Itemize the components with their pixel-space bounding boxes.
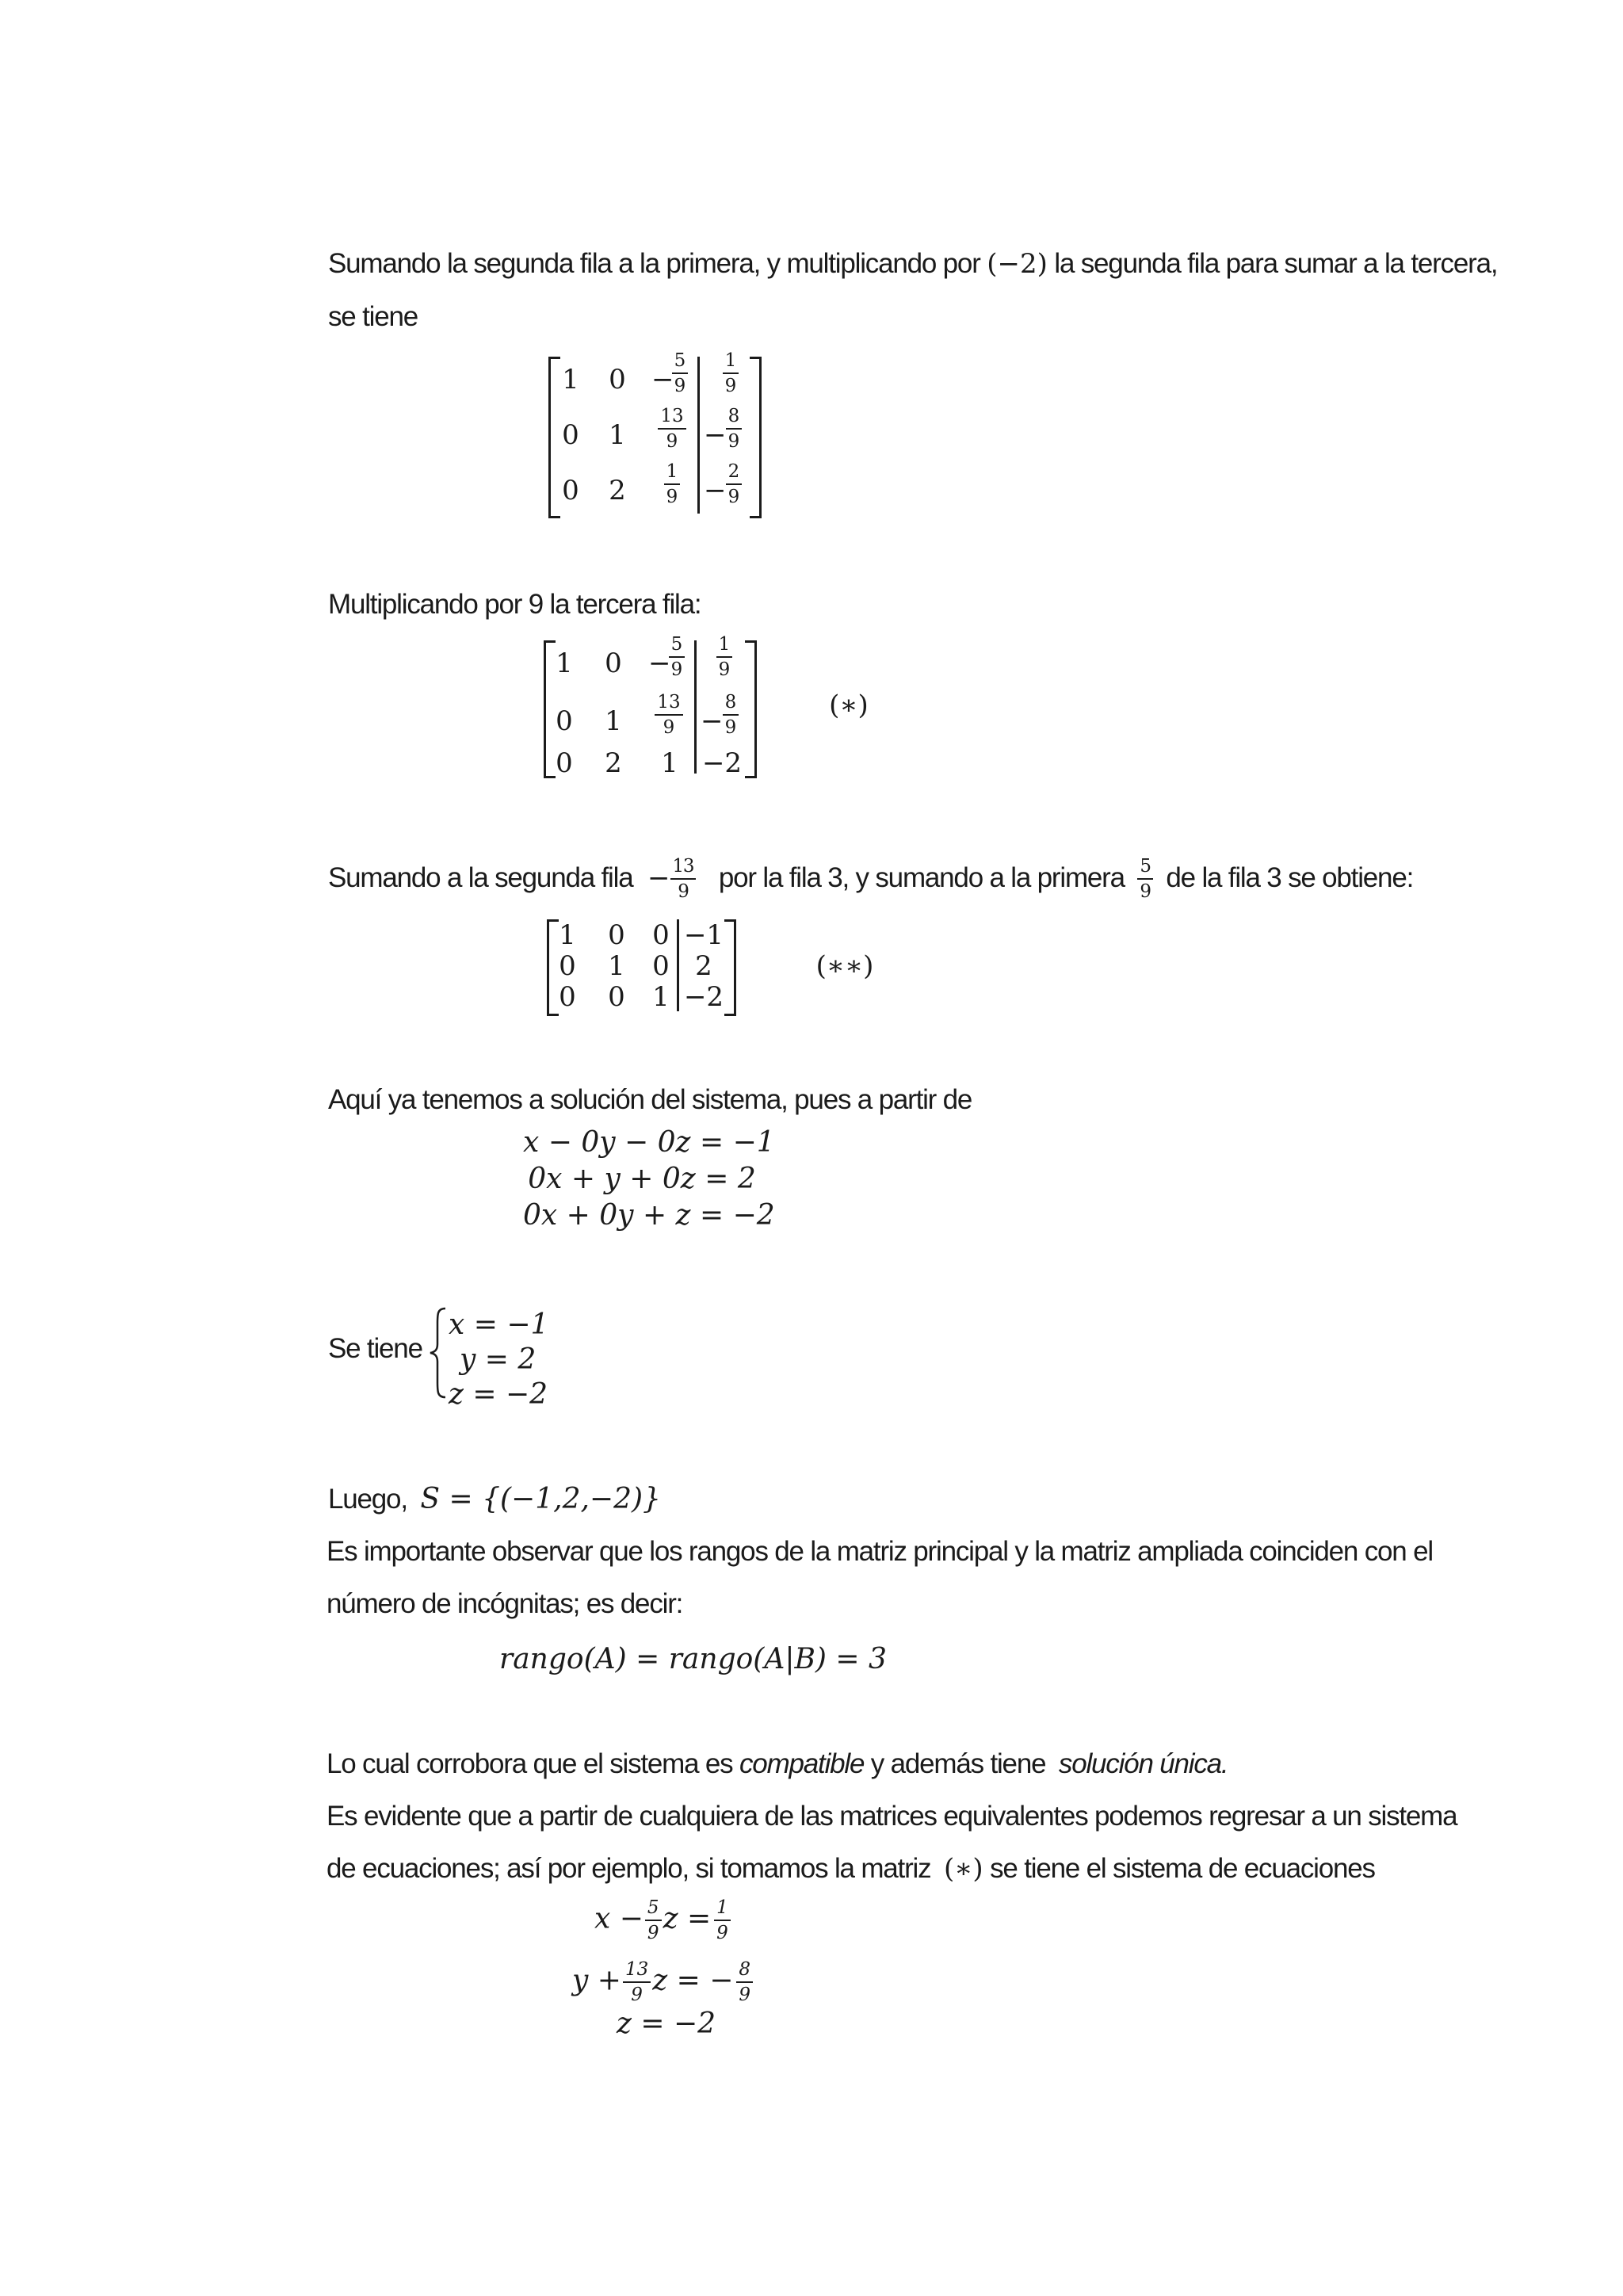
matrix-1-right-bracket [750, 357, 762, 518]
p3-text-b: por la fila 3, y sumando a la primera [718, 861, 1125, 893]
m1-r3-c4-frac [721, 463, 747, 506]
p8-compatible: compatible [739, 1748, 865, 1779]
m3-r3-c2: 0 [608, 981, 625, 1013]
p9-line2-b: se tiene el sistema de ecuaciones [990, 1853, 1375, 1884]
s2-eq1-coef-num: 5 [645, 1899, 662, 1921]
m1-r1-c3-frac [667, 352, 693, 395]
p3-minus: − [647, 861, 670, 894]
paragraph-3 [328, 858, 1413, 901]
m1-r1-c2: 0 [609, 364, 626, 395]
m3-r1-c4: −1 [683, 919, 724, 951]
p1-text-a: Sumando la segunda fila a la primera, y multiplicando por [328, 248, 980, 279]
m3-r3-c3: 1 [652, 981, 670, 1013]
m1-r3-c1: 0 [562, 475, 579, 506]
m2-r1-c3-num: 5 [669, 636, 685, 658]
m1-r1-c3-num: 5 [672, 352, 689, 374]
p6-text: Luego, [328, 1484, 407, 1515]
system-1-eq-1: x − 0y − 0z = −1 [523, 1126, 775, 1159]
m2-r2-c4-frac [718, 693, 743, 737]
m1-r3-c4-den: 9 [727, 487, 740, 507]
p8-text-b: y además tiene [870, 1748, 1046, 1779]
m2-r2-c4-num: 8 [723, 693, 739, 716]
m3-r1-c1: 1 [559, 919, 576, 951]
matrix-2-right-bracket [745, 640, 757, 778]
p3-frac1-num: 13 [670, 858, 697, 880]
m2-r1-c4-frac [712, 636, 737, 679]
matrix-1-left-bracket [548, 357, 560, 518]
m1-r3-c3-num: 1 [664, 463, 681, 485]
m1-r1-c3-sign: − [651, 364, 674, 395]
s2-eq2-a: y + [572, 1964, 621, 1997]
solution-x: x = −1 [449, 1308, 549, 1341]
m2-r2-c4-sign: − [701, 705, 724, 737]
m1-r2-c4-sign: − [704, 419, 727, 451]
paragraph-1-line-1 [328, 248, 1498, 280]
paragraph-7-line-2: número de incógnitas; es decir: [327, 1588, 683, 1619]
m2-r2-c3-den: 9 [663, 717, 675, 738]
solution-z: z = −2 [449, 1378, 548, 1411]
s2-eq1-b: z = [663, 1902, 712, 1935]
m1-r3-c2: 2 [609, 475, 626, 506]
m2-r3-c3: 1 [661, 747, 678, 779]
m1-r1-c4-frac [718, 352, 743, 395]
matrix-3-right-bracket [724, 919, 736, 1016]
s2-eq2-rhs-num: 8 [736, 1961, 753, 1983]
m2-r3-c2: 2 [605, 747, 622, 779]
system-1-eq-3: 0x + 0y + z = −2 [523, 1199, 775, 1232]
m1-r2-c4-frac [721, 407, 747, 451]
m2-r2-c4-den: 9 [724, 717, 737, 738]
s2-eq1-a: x − [594, 1902, 643, 1935]
solution-set: S = {(−1,2,−2)} [420, 1483, 661, 1515]
paragraph-7-line-1: Es importante observar que los rangos de la matriz principal y la matriz ampliada coinciden con el [327, 1536, 1433, 1567]
p3-frac-5-9 [1137, 858, 1152, 901]
p3-frac-13-9 [670, 858, 697, 901]
p8-text-a: Lo cual corrobora que el sistema es [327, 1748, 733, 1779]
m2-r1-c3-frac [664, 636, 689, 679]
m1-r3-c3-den: 9 [666, 487, 678, 507]
s2-eq1-rhs-den: 9 [716, 1923, 728, 1943]
m2-r1-c2: 0 [605, 648, 622, 679]
m1-r2-c3-frac [653, 407, 691, 451]
m2-r1-c3-den: 9 [670, 659, 683, 680]
s2-eq2-rhs-den: 9 [739, 1985, 751, 2005]
s2-eq1-rhs [714, 1899, 731, 1943]
system-2-eq-2 [572, 1961, 753, 2004]
p3-text-c: de la fila 3 se obtiene: [1166, 861, 1414, 893]
m3-r3-c1: 0 [559, 981, 576, 1013]
m2-r3-c4: −2 [701, 747, 743, 779]
p9-tag: (∗) [943, 1853, 983, 1885]
m1-r3-c4-num: 2 [726, 463, 743, 485]
m2-r2-c3-num: 13 [655, 693, 682, 716]
paragraph-6 [328, 1485, 661, 1514]
m2-r1-c4-den: 9 [718, 659, 731, 680]
m1-r2-c4-num: 8 [726, 407, 743, 430]
p3-text-a: Sumando a la segunda fila [328, 861, 633, 893]
m2-r1-c3-sign: − [648, 648, 671, 679]
paragraph-8 [327, 1750, 1228, 1778]
s2-eq2-coef-num: 13 [623, 1961, 651, 1983]
s2-eq1-rhs-num: 1 [714, 1899, 731, 1921]
paragraph-1-line-2: se tiene [328, 301, 418, 332]
paragraph-4: Aquí ya tenemos a solución del sistema, pues a partir de [328, 1084, 972, 1115]
matrix-2-augment-bar [694, 640, 697, 774]
p8-unique: solución única. [1058, 1748, 1228, 1779]
m1-r2-c4-den: 9 [727, 431, 740, 452]
m3-r1-c2: 0 [608, 919, 625, 951]
m1-r1-c4-den: 9 [724, 376, 737, 396]
s2-eq2-coef [623, 1961, 651, 2004]
paragraph-9-line-1: Es evidente que a partir de cualquiera de las matrices equivalentes podemos regresar a un sistema [327, 1801, 1457, 1832]
m3-r1-c3: 0 [652, 919, 670, 951]
paragraph-9-line-2 [327, 1853, 1375, 1885]
m1-r1-c1: 1 [562, 364, 579, 395]
p3-frac2-den: 9 [1140, 881, 1151, 902]
p1-math: (−2) [987, 248, 1048, 280]
solution-y: y = 2 [460, 1343, 537, 1376]
m2-r1-c1: 1 [556, 648, 573, 679]
s2-eq2-b: z = − [652, 1964, 734, 1997]
p1-text-b: la segunda fila para sumar a la tercera, [1054, 248, 1498, 279]
m1-r1-c3-den: 9 [674, 376, 686, 396]
p3-frac1-den: 9 [678, 881, 689, 902]
p9-line2-a: de ecuaciones; así por ejemplo, si tomamos la matriz [327, 1853, 931, 1884]
m1-r3-c3-frac [659, 463, 685, 506]
m1-r2-c1: 0 [562, 419, 579, 451]
m2-r2-c2: 1 [605, 705, 622, 737]
m3-r2-c3: 0 [652, 950, 670, 982]
m1-r2-c3-num: 13 [658, 407, 685, 430]
m2-r1-c4-num: 1 [716, 636, 733, 658]
matrix-3-tag: (∗∗) [815, 950, 874, 982]
m2-r2-c1: 0 [556, 705, 573, 737]
m1-r3-c4-sign: − [704, 475, 727, 506]
system-2-eq-3: z = −2 [617, 2008, 716, 2040]
system-1-eq-2: 0x + y + 0z = 2 [528, 1163, 756, 1195]
s2-eq1-coef [645, 1899, 662, 1943]
m3-r2-c2: 1 [608, 950, 625, 982]
m1-r2-c3-den: 9 [666, 431, 678, 452]
m2-r3-c1: 0 [556, 747, 573, 779]
system-2-eq-1 [594, 1899, 731, 1943]
rank-equation: rango(A) = rango(A|B) = 3 [499, 1643, 887, 1675]
left-brace-icon [428, 1306, 449, 1400]
m3-r3-c4: −2 [683, 981, 724, 1013]
s2-eq1-coef-den: 9 [647, 1923, 659, 1943]
paragraph-5: Se tiene [328, 1333, 422, 1364]
m3-r2-c1: 0 [559, 950, 576, 982]
s2-eq2-rhs [736, 1961, 753, 2004]
matrix-3-augment-bar [677, 919, 679, 1011]
m2-r2-c3-frac [650, 693, 688, 737]
paragraph-2: Multiplicando por 9 la tercera fila: [328, 589, 701, 620]
matrix-2-tag: (∗) [829, 690, 869, 721]
matrix-1-augment-bar [697, 357, 700, 514]
p3-frac2-num: 5 [1137, 858, 1152, 880]
m3-r2-c4: 2 [695, 950, 712, 982]
m1-r1-c4-num: 1 [723, 352, 739, 374]
s2-eq2-coef-den: 9 [631, 1985, 643, 2005]
m1-r2-c2: 1 [609, 419, 626, 451]
